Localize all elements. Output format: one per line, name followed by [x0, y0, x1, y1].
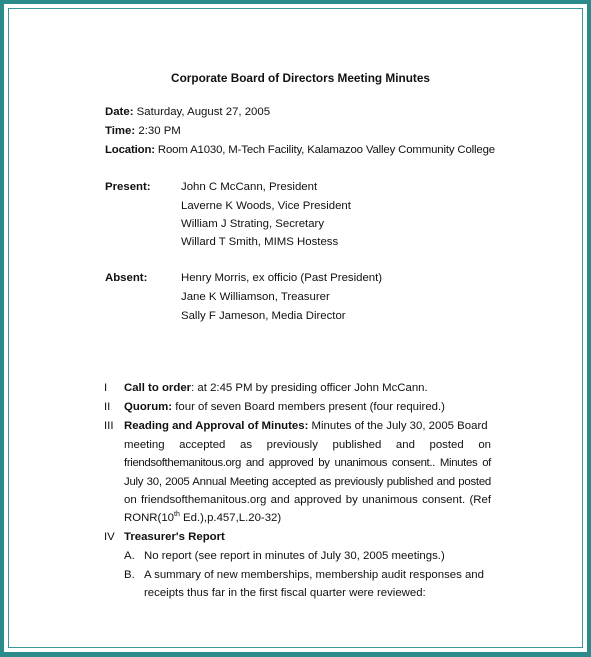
present-name: Laverne K Woods, Vice President	[181, 200, 351, 212]
absent-name: Jane K Williamson, Treasurer	[181, 291, 330, 303]
document-title: Corporate Board of Directors Meeting Minutes	[171, 71, 430, 85]
location-value: Room A1030, M-Tech Facility, Kalamazoo Valley Community College	[157, 144, 495, 156]
section-quorum	[124, 400, 445, 414]
section-heading: Treasurer's Report	[124, 531, 225, 543]
ronr-superscript: th	[174, 511, 180, 519]
present-name: John C McCann, President	[181, 181, 318, 193]
section-heading: Quorum:	[124, 401, 173, 413]
section-number: III	[104, 420, 114, 432]
section-text-line: on friendsofthemanitous.org and approved by unanimous consent. (Ref	[124, 494, 491, 506]
date-line	[105, 105, 270, 119]
section-number: II	[104, 401, 111, 413]
ronr-ref-rest: Ed.),p.457,L.20-32)	[179, 512, 282, 524]
absent-name: Sally F Jameson, Media Director	[181, 310, 346, 322]
time-value: 2:30 PM	[138, 125, 181, 137]
present-name: William J Strating, Secretary	[181, 218, 325, 230]
time-line	[105, 124, 181, 138]
section-heading: Reading and Approval of Minutes:	[124, 420, 309, 432]
section-number: IV	[104, 531, 115, 543]
section-text-line: friendsofthemanitous.org and approved by unanimous consent.. Minutes of	[124, 457, 491, 469]
list-marker: B.	[124, 569, 135, 581]
section-text: Minutes of the July 30, 2005 Board	[308, 420, 488, 432]
present-name: Willard T Smith, MIMS Hostess	[181, 236, 339, 248]
list-item-continuation: receipts thus far in the first fiscal quarter were reviewed:	[144, 587, 426, 599]
absent-label: Absent:	[105, 272, 148, 284]
section-text-line: meeting accepted as previously published and posted on	[124, 439, 491, 451]
location-label: Location:	[105, 144, 155, 156]
list-marker: A.	[124, 550, 135, 562]
section-text-line: July 30, 2005 Annual Meeting accepted as previously published and posted	[124, 476, 491, 488]
list-item: No report (see report in minutes of July 30, 2005 meetings.)	[144, 550, 445, 562]
ronr-ref: RONR(10	[124, 512, 175, 524]
section-text: four of seven Board members present (four required.)	[172, 401, 445, 413]
section-number: I	[104, 382, 108, 394]
section-text: : at 2:45 PM by presiding officer John McCann.	[191, 382, 428, 394]
document-border	[8, 8, 583, 648]
section-reading-approval	[124, 419, 488, 433]
location-line	[105, 143, 495, 157]
date-label: Date:	[105, 106, 134, 118]
section-call-to-order	[124, 381, 428, 395]
section-text-line	[124, 511, 281, 525]
section-heading: Call to order	[124, 382, 192, 394]
time-label: Time:	[105, 125, 136, 137]
absent-name: Henry Morris, ex officio (Past President)	[181, 272, 383, 284]
date-value: Saturday, August 27, 2005	[136, 106, 271, 118]
document-page	[9, 9, 591, 657]
list-item: A summary of new memberships, membership audit responses and	[144, 569, 484, 581]
present-label: Present:	[105, 181, 151, 193]
